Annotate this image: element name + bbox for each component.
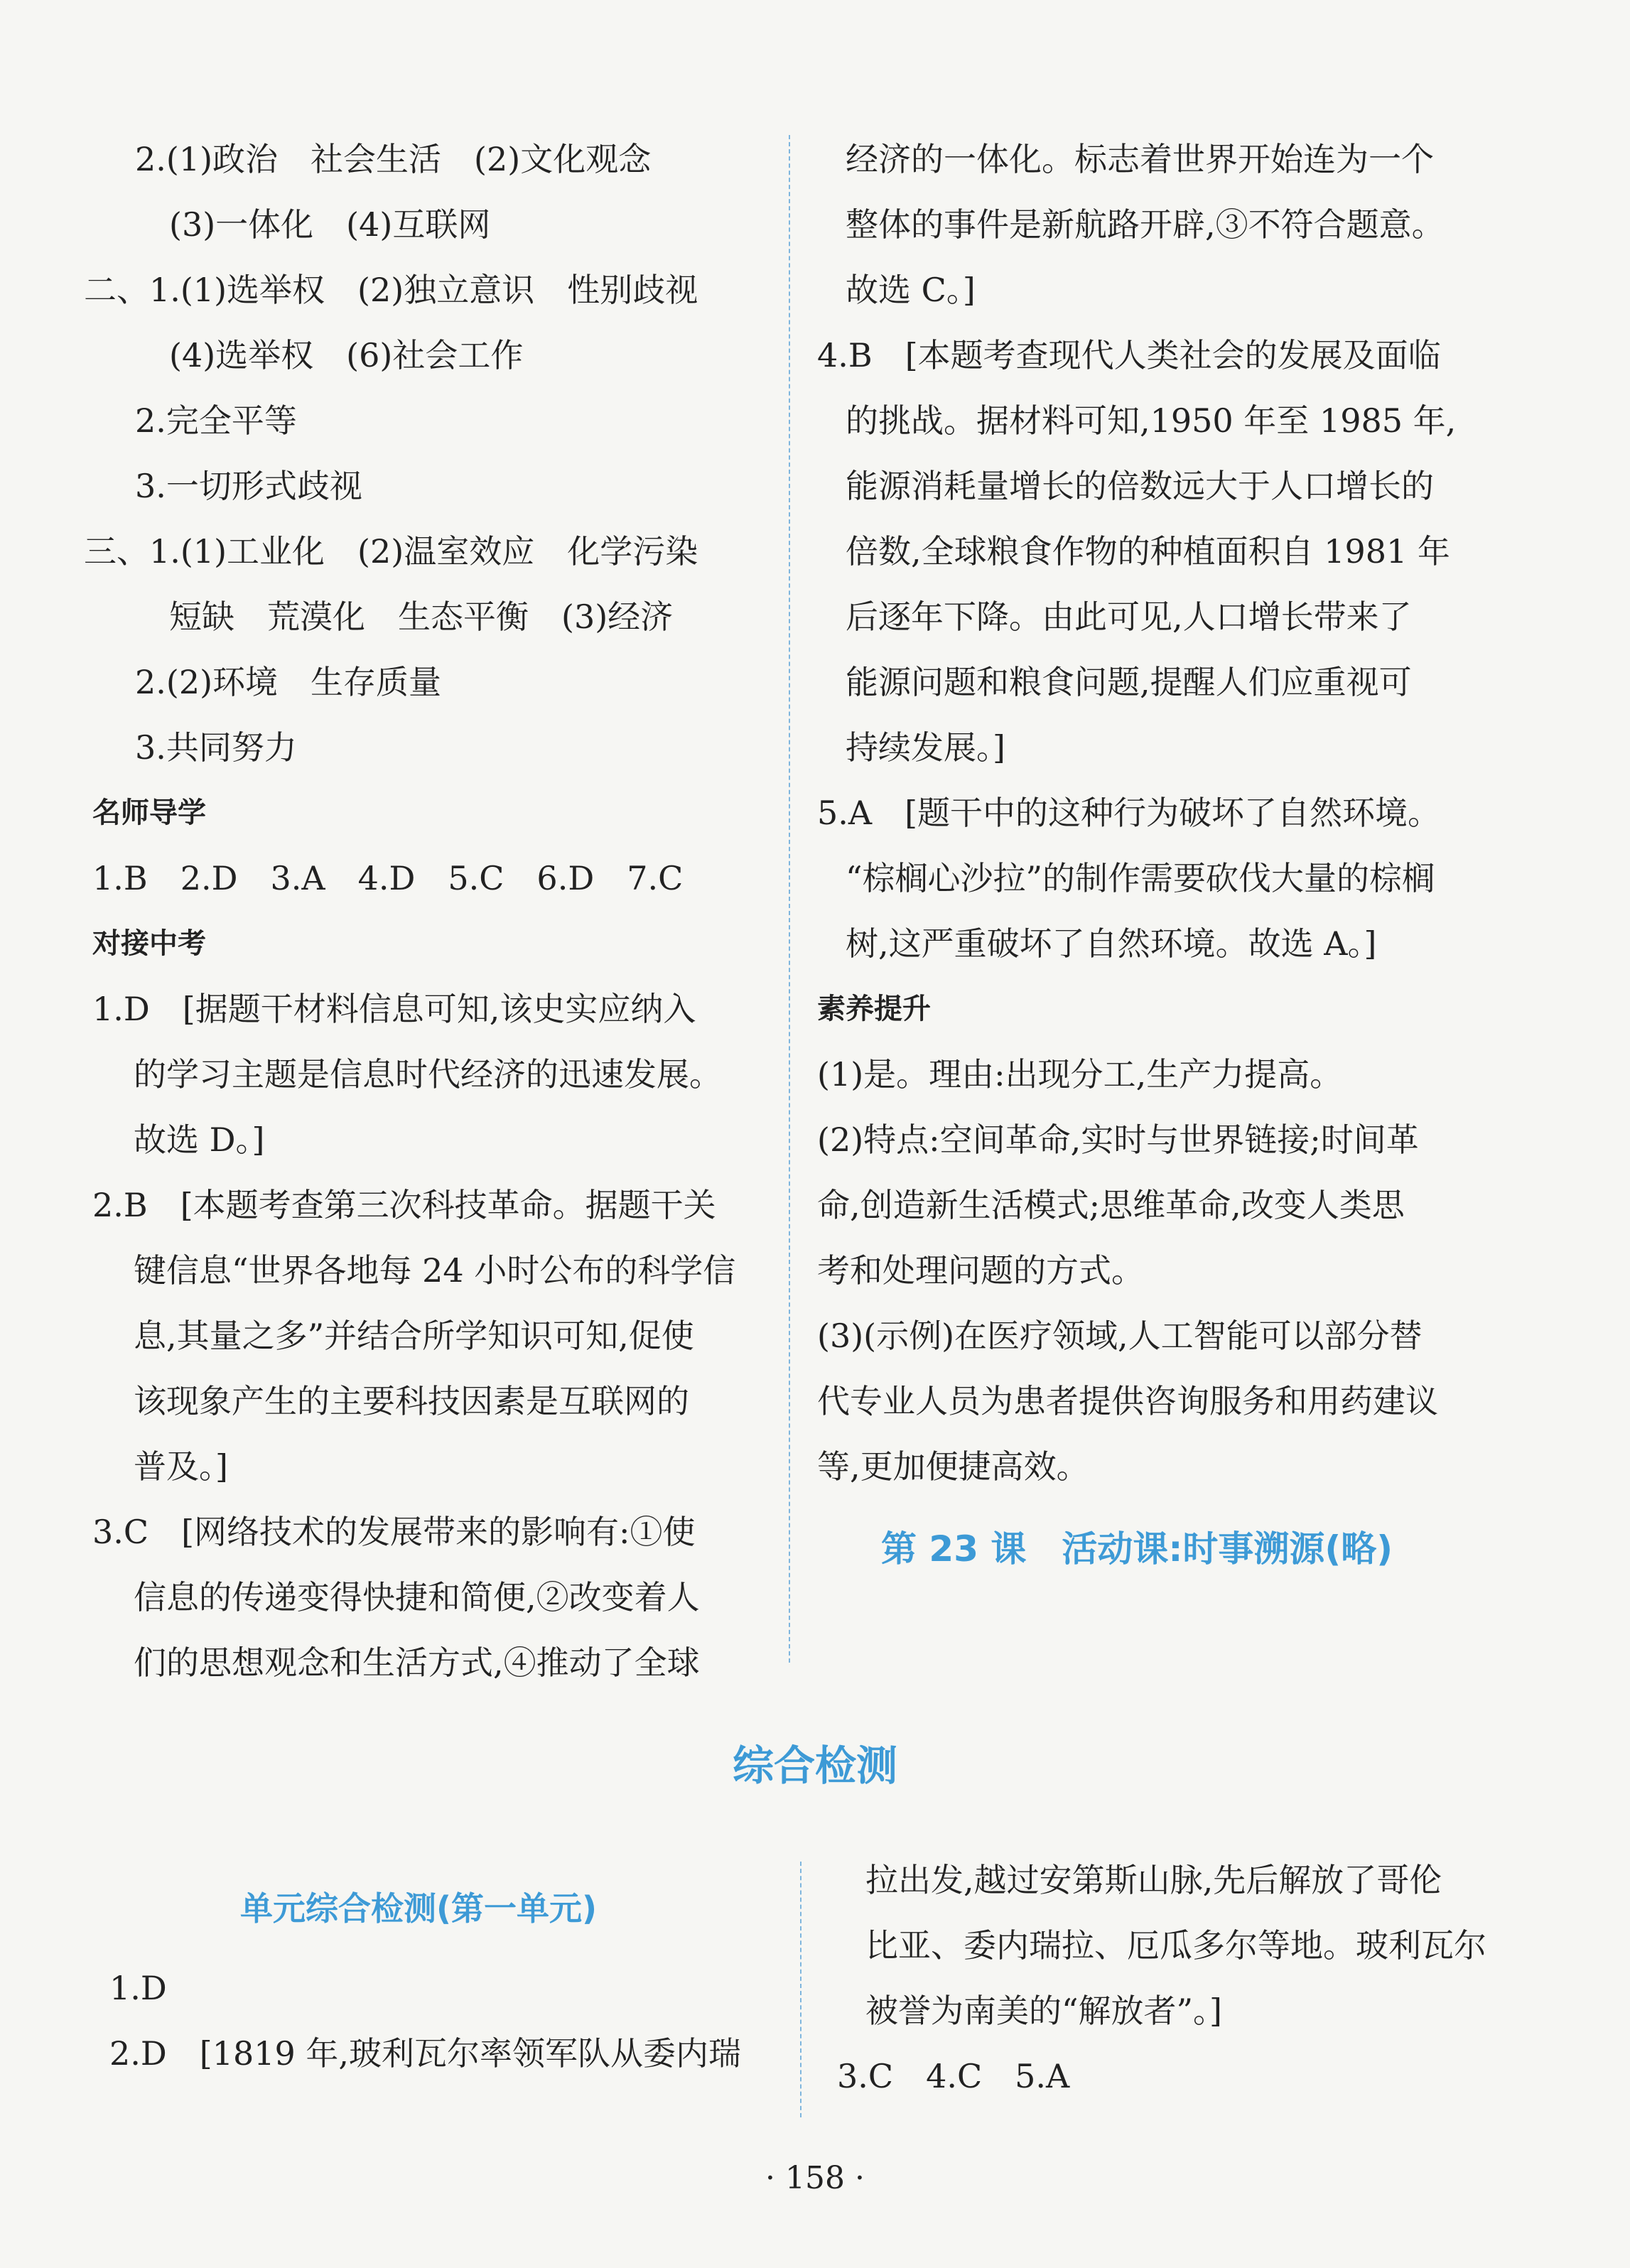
answer-line: 2.D [1819 年,玻利瓦尔率领军队从委内瑞 [109,2034,742,2073]
answer-line: 能源问题和粮食问题,提醒人们应重视可 [846,663,1412,701]
column-divider [800,1862,801,2117]
answer-line: 故选 C。] [846,271,976,309]
answer-line: 4.B [本题考查现代人类社会的发展及面临 [817,336,1441,374]
answer-line: 5.A [题干中的这种行为破坏了自然环境。 [817,794,1441,832]
answer-line: 的学习主题是信息时代经济的迅速发展。 [134,1055,722,1094]
column-divider [789,135,790,1663]
answer-line: 们的思想观念和生活方式,④推动了全球 [134,1643,700,1682]
answer-line: 整体的事件是新航路开辟,③不符合题意。 [846,205,1445,244]
answer-line: 代专业人员为患者提供咨询服务和用药建议 [817,1382,1438,1420]
section-heading-suyang: 素养提升 [817,993,931,1025]
section-heading-duijie: 对接中考 [92,927,206,960]
answer-line: 3.共同努力 [135,728,297,767]
answer-line: 3.C 4.C 5.A [837,2057,1070,2095]
answer-line: (3)一体化 (4)互联网 [169,205,491,244]
upper-right-column [817,126,1499,1582]
answer-line: 拉出发,越过安第斯山脉,先后解放了哥伦 [865,1861,1442,1899]
answer-line: 键信息“世界各地每 24 小时公布的科学信 [134,1251,736,1290]
answer-line: 短缺 荒漠化 生态平衡 (3)经济 [169,598,674,636]
answer-line: 1.B 2.D 3.A 4.D 5.C 6.D 7.C [92,859,684,897]
answer-line: 倍数,全球粮食作物的种植面积自 1981 年 [846,532,1450,571]
answer-line: (2)特点:空间革命,实时与世界链接;时间革 [817,1120,1419,1159]
answer-line: 考和处理问题的方式。 [817,1251,1144,1290]
lower-left-column [84,1847,766,2086]
answer-line: 能源消耗量增长的倍数远大于人口增长的 [846,467,1434,505]
answer-line: 经济的一体化。标志着世界开始连为一个 [846,140,1434,178]
answer-line: 等,更加便捷高效。 [817,1447,1089,1486]
answer-line: 二、1.(1)选举权 (2)独立意识 性别歧视 [84,271,698,309]
lower-right-column [817,1847,1499,2109]
answer-line: (1)是。理由:出现分工,生产力提高。 [817,1055,1343,1094]
answer-line: (3)(示例)在医疗领域,人工智能可以部分替 [817,1317,1423,1355]
answer-line: “棕榈心沙拉”的制作需要砍伐大量的棕榈 [846,859,1435,897]
answer-line: 普及。] [134,1447,228,1486]
answer-line: 2.(1)政治 社会生活 (2)文化观念 [135,140,652,178]
answer-line: 持续发展。] [846,728,1005,767]
answer-line: 三、1.(1)工业化 (2)温室效应 化学污染 [84,532,698,571]
answer-line: 后逐年下降。由此可见,人口增长带来了 [846,598,1412,636]
lesson-title: 第 23 课 活动课:时事溯源(略) [881,1528,1393,1570]
answer-line: 2.(2)环境 生存质量 [135,663,442,701]
answer-line: 信息的传递变得快捷和简便,②改变着人 [134,1578,700,1616]
upper-left-column [84,126,766,1695]
answer-line: 3.一切形式歧视 [135,467,362,505]
unit-test-title: 单元综合检测(第一单元) [240,1889,598,1928]
answer-line: 被誉为南美的“解放者”。] [865,1992,1222,2030]
answer-line: 息,其量之多”并结合所学知识可知,促使 [134,1317,694,1355]
answer-line: 3.C [网络技术的发展带来的影响有:①使 [92,1513,696,1551]
answer-line: 该现象产生的主要科技因素是互联网的 [134,1382,689,1420]
answer-line: 2.完全平等 [135,401,297,440]
answer-line: 树,这严重破坏了自然环境。故选 A。] [846,924,1377,963]
answer-line: 1.D [据题干材料信息可知,该史实应纳入 [92,990,696,1028]
answer-line: 的挑战。据材料可知,1950 年至 1985 年, [846,401,1457,440]
answer-line: 故选 D。] [134,1120,265,1159]
answer-line: (4)选举权 (6)社会工作 [169,336,524,374]
answer-line: 2.B [本题考查第三次科技革命。据题干关 [92,1186,716,1224]
answer-line: 1.D [109,1969,167,2007]
page-number: · 158 · [765,2160,865,2196]
section-title: 综合检测 [732,1742,897,1790]
answer-line: 比亚、委内瑞拉、厄瓜多尔等地。玻利瓦尔 [865,1926,1486,1965]
section-heading-mingshi: 名师导学 [92,796,206,829]
answer-line: 命,创造新生活模式;思维革命,改变人类思 [817,1186,1405,1224]
